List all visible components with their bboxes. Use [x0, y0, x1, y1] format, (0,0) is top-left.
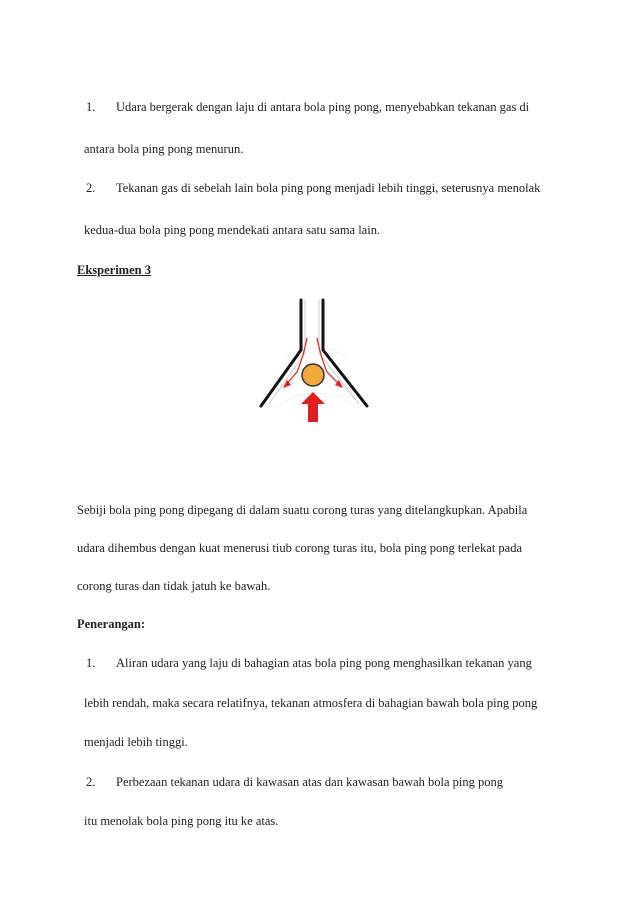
- list-number: 1.: [86, 656, 96, 670]
- explanation-heading: Penerangan:: [77, 617, 146, 631]
- paragraph-line: corong turas dan tidak jatuh ke bawah.: [77, 579, 271, 593]
- funnel-right-wall: [323, 300, 367, 406]
- list-number: 1.: [86, 100, 96, 114]
- upward-arrow-icon: [301, 392, 325, 422]
- list-text-line: itu menolak bola ping pong itu ke atas.: [84, 814, 279, 828]
- list-number: 2.: [86, 775, 96, 789]
- funnel-diagram-figure: [255, 298, 380, 430]
- paragraph-line: Sebiji bola ping pong dipegang di dalam suatu corong turas yang ditelangkupkan. Apabila: [77, 503, 528, 517]
- list-text-line: Aliran udara yang laju di bahagian atas bola ping pong menghasilkan tekanan yang: [116, 656, 532, 670]
- list-number: 2.: [86, 181, 96, 195]
- list-text-line: Udara bergerak dengan laju di antara bola ping pong, menyebabkan tekanan gas di: [116, 100, 530, 114]
- ping-pong-ball: [302, 364, 324, 386]
- list-text-line: menjadi lebih tinggi.: [84, 735, 188, 749]
- list-text-line: antara bola ping pong menurun.: [84, 142, 244, 156]
- list-text-line: kedua-dua bola ping pong mendekati antara satu sama lain.: [84, 223, 381, 237]
- paragraph-line: udara dihembus dengan kuat menerusi tiub corong turas itu, bola ping pong terlekat pada: [77, 541, 523, 555]
- section-heading: Eksperimen 3: [77, 263, 151, 277]
- list-text-line: lebih rendah, maka secara relatifnya, tekanan atmosfera di bahagian bawah bola ping pong: [84, 696, 538, 710]
- list-text-line: Perbezaan tekanan udara di kawasan atas dan kawasan bawah bola ping pong: [116, 775, 503, 789]
- list-text-line: Tekanan gas di sebelah lain bola ping pong menjadi lebih tinggi, seterusnya menolak: [116, 181, 541, 195]
